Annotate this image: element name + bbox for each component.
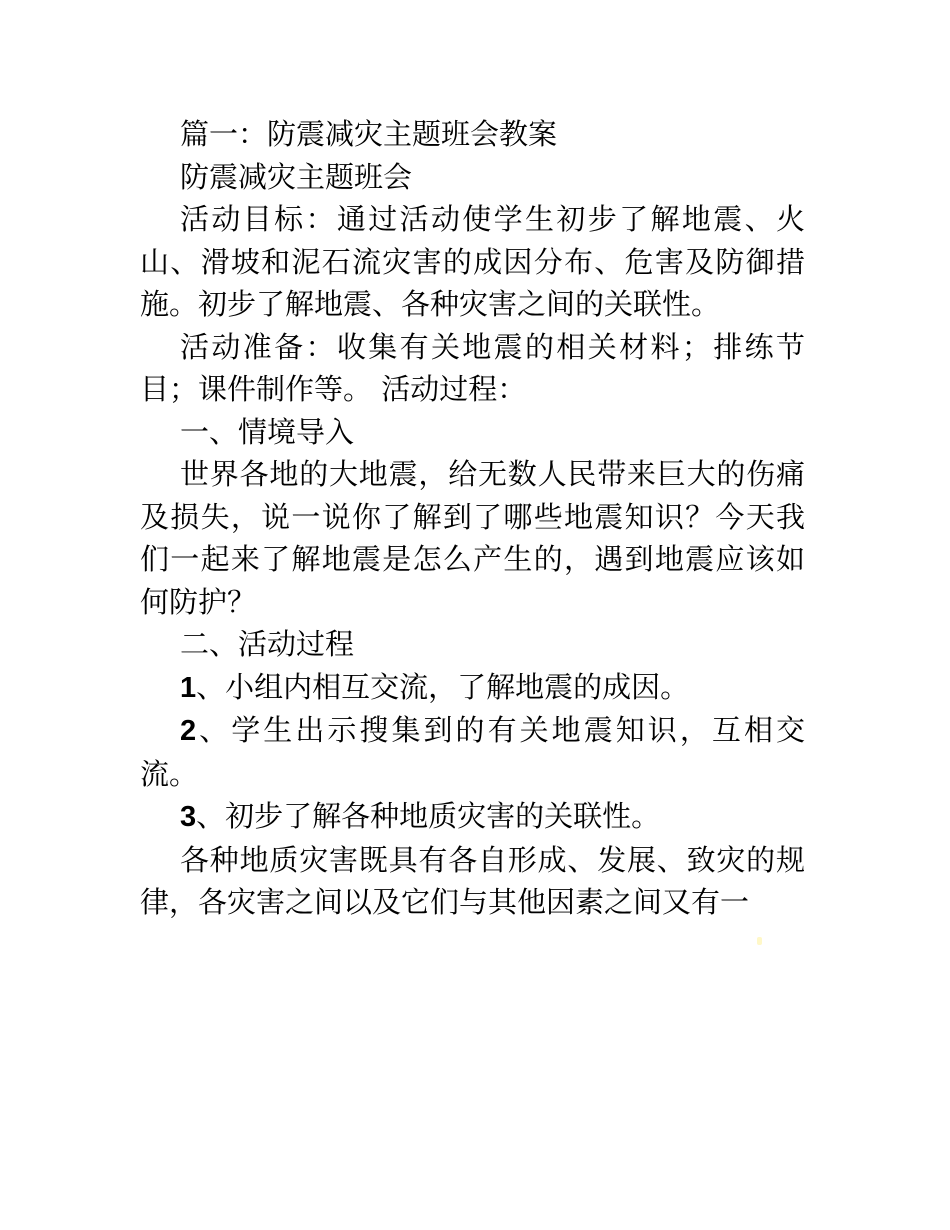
list-item-3 (140, 795, 805, 839)
paragraph-text: 世界各地的大地震，给无数人民带来巨大的伤痛及损失，说一说你了解到了哪些地震知识？今天我们一起来了解地震是怎么产生的，遇到地震应该如何防护？ (140, 457, 805, 619)
paragraph-disaster-relation (140, 839, 805, 924)
paragraph-activity-goal (140, 198, 805, 326)
list-number: 2 (180, 715, 197, 747)
paragraph-intro-body (140, 453, 805, 623)
list-number: 1 (180, 671, 197, 704)
doc-title (140, 113, 805, 156)
paragraph-text: 防震减灾主题班会 (180, 159, 413, 194)
paragraph-text: 活动准备：收集有关地震的相关材料；排练节目；课件制作等。 活动过程： (140, 329, 805, 406)
section-heading-intro (140, 411, 805, 454)
list-item-1 (140, 666, 805, 710)
paragraph-text: 、小组内相互交流，了解地震的成因。 (196, 669, 690, 704)
section-heading-process (140, 623, 805, 666)
scan-speck (757, 937, 762, 945)
paragraph-text: 活动目标：通过活动使学生初步了解地震、火山、滑坡和泥石流灾害的成因分布、危害及防御措施。初步了解地震、各种灾害之间的关联性。 (140, 202, 805, 321)
list-number: 3 (180, 801, 197, 833)
paragraph-text: 篇一：防震减灾主题班会教案 (180, 117, 558, 151)
paragraph-text: 一、情境导入 (180, 414, 355, 449)
paragraph-text: 各种地质灾害既具有各自形成、发展、致灾的规律，各灾害之间以及它们与其他因素之间又有一 (140, 842, 805, 919)
paragraph-text: 、学生出示搜集到的有关地震知识，互相交流。 (140, 713, 805, 791)
document-page (140, 113, 805, 924)
paragraph-activity-prep (140, 326, 805, 411)
paragraph-text: 二、活动过程 (180, 627, 355, 661)
paragraph-text: 、初步了解各种地质灾害的关联性。 (196, 799, 661, 833)
list-item-2 (140, 709, 805, 795)
doc-subtitle (140, 156, 805, 199)
